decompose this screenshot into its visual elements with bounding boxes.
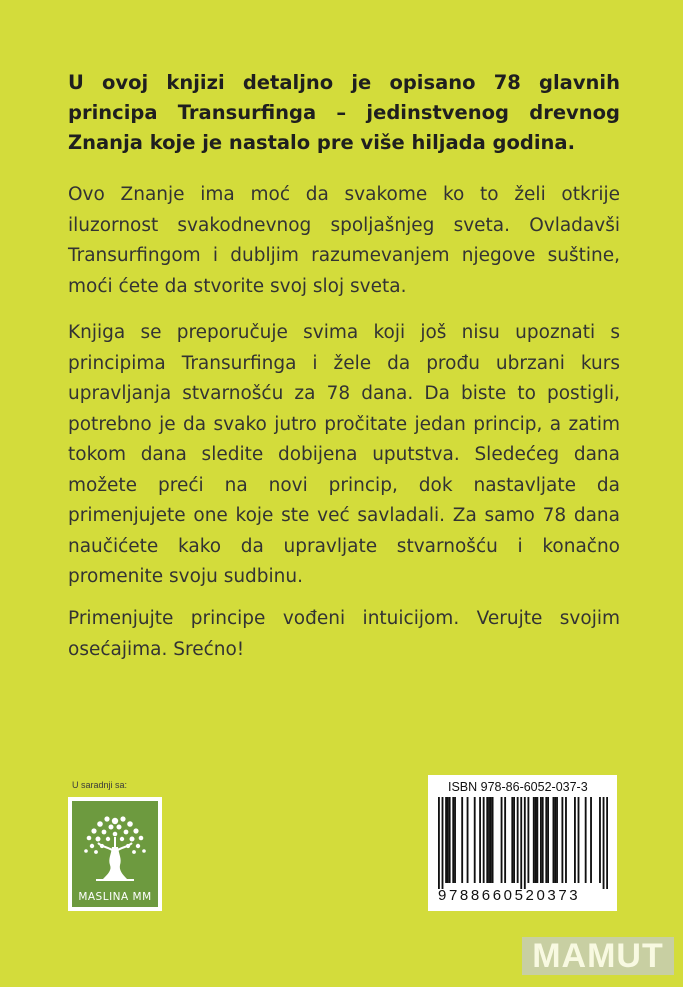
barcode-bar [479, 797, 481, 883]
barcode-bar [561, 797, 563, 883]
barcode-bar [445, 797, 447, 883]
barcode-bar [511, 797, 513, 883]
barcode-bar [438, 797, 440, 889]
barcode-bar [488, 797, 490, 883]
barcode-bar [533, 797, 535, 883]
barcode-bars [438, 797, 608, 889]
intro-paragraph: U ovoj knjizi detaljno je opisano 78 glavnih principa Transurfinga – jedinstvenog drevnog Znanja koje je nastalo pre više hiljada godina. [68, 71, 620, 154]
barcode-bar [536, 797, 538, 883]
barcode-bar [504, 797, 506, 883]
ean-digits: 9788660520373 [438, 887, 581, 904]
barcode-bar [542, 797, 544, 883]
barcode-bar [452, 797, 454, 883]
barcode-bar [449, 797, 451, 883]
barcode-bar [556, 797, 558, 883]
description-paragraph-1: Ovo Znanje ima moć da svakome ko to želi otkrije iluzornost svakodnevnog spoljašnjeg sveta. Ovladavši Transurfingom i dubljim razumevanjem njegove suštine, moći ćete da stvorite svoj sloj sveta. [68, 184, 620, 297]
barcode-bar [527, 797, 529, 883]
barcode-bar [578, 797, 580, 883]
barcode-bar [501, 797, 503, 883]
barcode-bar [461, 797, 463, 883]
barcode-bar [486, 797, 488, 883]
barcode-bar [517, 797, 519, 883]
barcode-bar [447, 797, 449, 883]
barcode-bar [442, 797, 444, 889]
barcode-bar [606, 797, 608, 889]
barcode-bar [585, 797, 587, 883]
isbn-barcode [428, 775, 617, 911]
barcode-bar [454, 797, 456, 883]
barcode-bar [474, 797, 476, 883]
barcode-bar [553, 797, 555, 883]
watermark: MAMUT [522, 937, 674, 975]
publisher-logo [68, 797, 162, 911]
description-paragraph-3: Primenjujte principe vođeni intuicijom. Verujte svojim osećajima. Srećno! [68, 608, 620, 660]
publisher-logo-background [72, 801, 158, 907]
barcode-bar [483, 797, 485, 883]
barcode-bar [524, 797, 526, 889]
barcode-bar [492, 797, 494, 883]
isbn-label: ISBN 978-86-6052-037-3 [448, 780, 588, 794]
barcode-bar [545, 797, 547, 883]
barcode-bar [554, 797, 556, 883]
barcode-bar [513, 797, 515, 883]
publisher-logo-text: MASLINA MM [78, 891, 152, 903]
barcode-bar [565, 797, 567, 883]
barcode-bar [603, 797, 605, 889]
olive-tree-icon [78, 807, 152, 889]
barcode-bar [599, 797, 601, 883]
barcode-bar [535, 797, 537, 883]
barcode-bar [490, 797, 492, 883]
barcode-bar [520, 797, 522, 889]
barcode-bar [574, 797, 576, 883]
partner-label: U saradnji sa: [72, 780, 128, 790]
barcode-bar [547, 797, 549, 883]
barcode-bar [590, 797, 592, 883]
barcode-bar [467, 797, 469, 883]
description-paragraph-2: Knjiga se preporučuje svima koji još nisu upoznati s principima Transurfinga i žele da prođu ubrzani kurs upravljanja stvarnošću za 78 dana. Da biste to postigli, potrebno je da svako jutro pročitate jedan princip, a zatim tokom dana sledite dobijena uputstva. Sledećeg dana možete preći na novi princip, dok nastavljate da primenjujete one koje ste već savladali. Za samo 78 dana naučićete kako da upravljate stvarnošću i konačno promenite svoju sudbinu. [68, 322, 620, 587]
barcode-bar [540, 797, 542, 883]
